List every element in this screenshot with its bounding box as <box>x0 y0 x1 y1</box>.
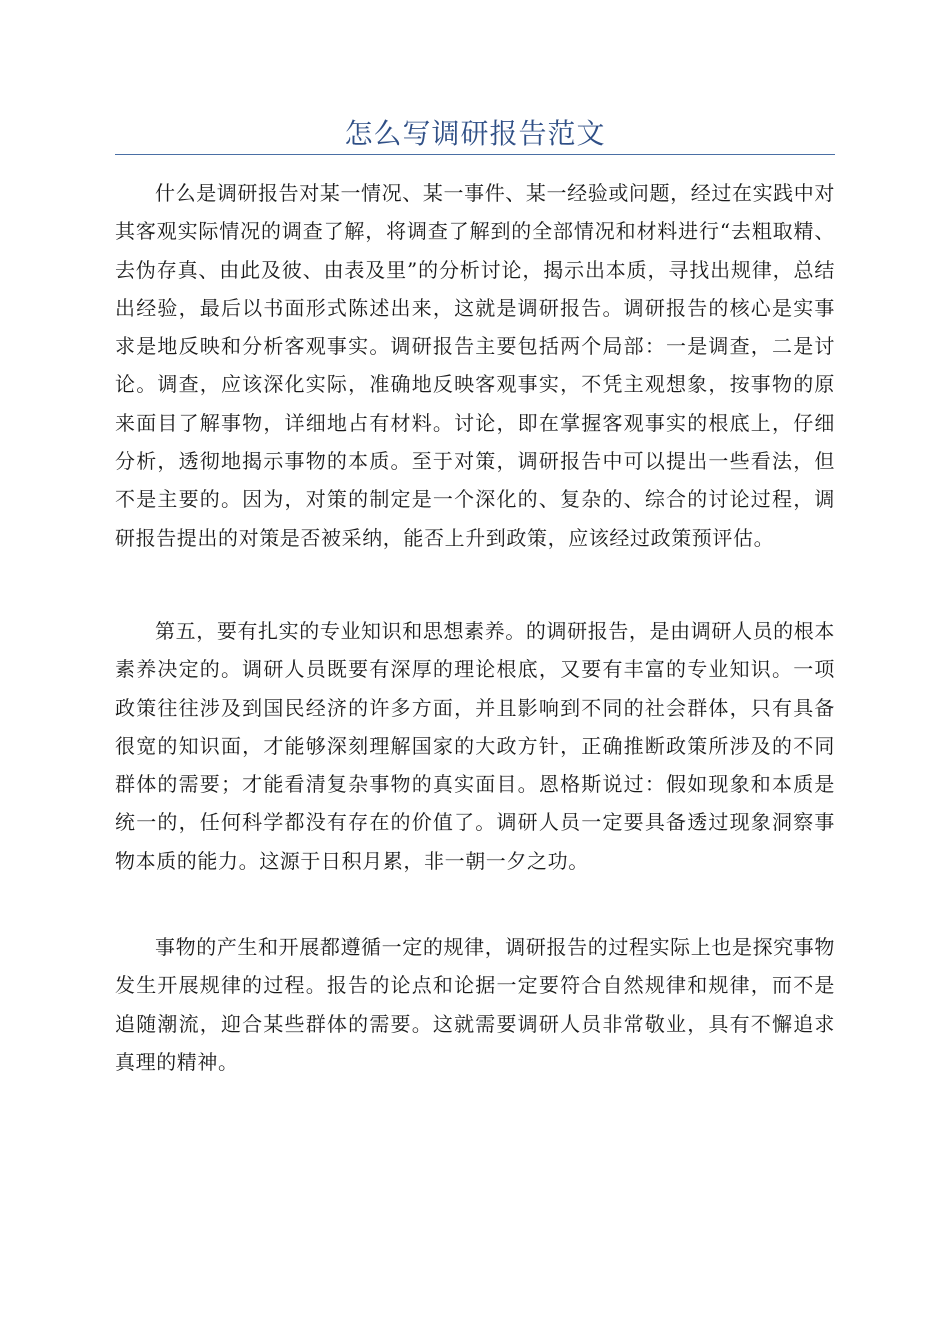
document-title: 怎么写调研报告范文 <box>344 117 606 150</box>
body-paragraph-1: 什么是调研报告对某一情况、某一事件、某一经验或问题，经过在实践中对其客观实际情况的调查了解，将调查了解到的全部情况和材料进行“去粗取精、去伪存真、由此及彼、由表及里”的分析讨论，揭示出本质，寻找出规律，总结出经验，最后以书面形式陈述出来，这就是调研报告。调研报告的核心是实事求是地反映和分析客观事实。调研报告主要包括两个局部：一是调查，二是讨论。调查，应该深化实际，准确地反映客观事实，不凭主观想象，按事物的原来面目了解事物，详细地占有材料。讨论，即在掌握客观事实的根底上，仔细分析，透彻地揭示事物的本质。至于对策，调研报告中可以提出一些看法，但不是主要的。因为，对策的制定是一个深化的、复杂的、综合的讨论过程，调研报告提出的对策是否被采纳，能否上升到政策，应该经过政策预评估。 <box>115 181 835 550</box>
body-paragraph-2: 第五，要有扎实的专业知识和思想素养。的调研报告，是由调研人员的根本素养决定的。调研人员既要有深厚的理论根底，又要有丰富的专业知识。一项政策往往涉及到国民经济的许多方面，并且影响到不同的社会群体，只有具备很宽的知识面，才能够深刻理解国家的大政方针，正确推断政策所涉及的不同群体的需要；才能看清复杂事物的真实面目。恩格斯说过：假如现象和本质是统一的，任何科学都没有存在的价值了。调研人员一定要具备透过现象洞察事物本质的能力。这源于日积月累，非一朝一夕之功。 <box>115 619 835 873</box>
body-paragraph-3: 事物的产生和开展都遵循一定的规律，调研报告的过程实际上也是探究事物发生开展规律的过程。报告的论点和论据一定要符合自然规律和规律，而不是追随潮流，迎合某些群体的需要。这就需要调研人员非常敬业，具有不懈追求真理的精神。 <box>115 935 835 1074</box>
title-underline <box>115 154 835 155</box>
